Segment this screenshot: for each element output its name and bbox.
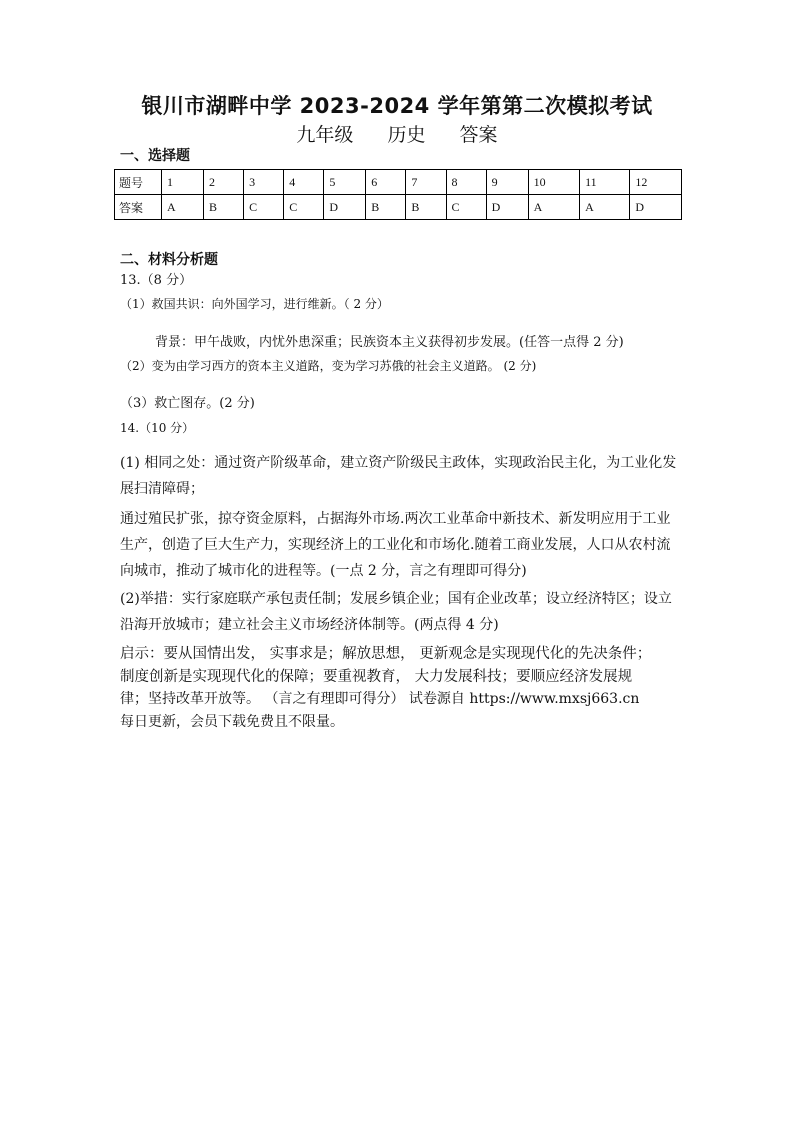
table-row-label: 答案: [115, 195, 162, 220]
q14-line: 沿海开放城市；建立社会主义市场经济体制等。(两点得 4 分): [120, 617, 499, 633]
section-heading-choice: 一、选择题: [120, 148, 190, 164]
q14-line: 展扫清障碍；: [120, 481, 204, 497]
table-row-label: 题号: [115, 170, 162, 195]
q14-line: (2)举措：实行家庭联产承包责任制；发展乡镇企业；国有企业改革；设立经济特区；设立: [120, 591, 672, 607]
table-cell: A: [528, 195, 580, 220]
table-cell: D: [486, 195, 528, 220]
q14-line: 通过殖民扩张，掠夺资金原料，占据海外市场.两次工业革命中新技术、新发明应用于工业: [120, 511, 671, 527]
table-cell: 12: [630, 170, 682, 195]
q14-line: 启示：要从国情出发， 实事求是；解放思想， 更新观念是实现现代化的先决条件；: [120, 646, 652, 662]
table-cell: 11: [580, 170, 630, 195]
table-cell: 4: [284, 170, 324, 195]
table-row-answers: [115, 195, 682, 220]
table-cell: 10: [528, 170, 580, 195]
table-cell: 8: [446, 170, 486, 195]
q14-line: 每日更新，会员下载免费且不限量。: [120, 714, 344, 730]
table-cell: D: [630, 195, 682, 220]
table-cell: A: [580, 195, 630, 220]
section-heading-analysis: 二、材料分析题: [120, 252, 218, 268]
table-cell: B: [366, 195, 406, 220]
document-subtitle: [0, 120, 794, 147]
table-cell: A: [162, 195, 204, 220]
q14-line: 制度创新是实现现代化的保障；要重视教育， 大力发展科技；要顺应经济发展规: [120, 669, 633, 685]
subtitle-subject: 历史: [387, 124, 426, 146]
table-cell: C: [244, 195, 284, 220]
q13-answer-2: （2）变为由学习西方的资本主义道路，变为学习苏俄的社会主义道路。 (2 分): [120, 359, 537, 373]
table-cell: 1: [162, 170, 204, 195]
table-cell: B: [406, 195, 446, 220]
q13-answer-1: （1）救国共识：向外国学习，进行维新。（ 2 分）: [120, 297, 389, 311]
document-title: 银川市湖畔中学 2023-2024 学年第第二次模拟考试: [141, 94, 653, 118]
q14-line: 律；坚持改革开放等。 （言之有理即可得分） 试卷源自 https://www.mxsj663.cn: [120, 691, 640, 707]
question-13-label: 13.（8 分）: [120, 273, 193, 288]
answer-table: [114, 169, 682, 220]
table-cell: D: [324, 195, 366, 220]
subtitle-answer: 答案: [459, 124, 498, 146]
table-cell: B: [203, 195, 243, 220]
q13-background: 背景：甲午战败，内忧外患深重；民族资本主义获得初步发展。(任答一点得 2 分): [155, 335, 624, 350]
table-cell: 9: [486, 170, 528, 195]
table-cell: 3: [244, 170, 284, 195]
q13-answer-3: （3）救亡图存。(2 分): [120, 396, 255, 411]
q14-line: 向城市，推动了城市化的进程等。(一点 2 分，言之有理即可得分): [120, 563, 527, 579]
q14-line: (1) 相同之处：通过资产阶级革命，建立资产阶级民主政体，实现政治民主化，为工业化发: [120, 455, 677, 471]
table-cell: 6: [366, 170, 406, 195]
subtitle-grade: 九年级: [296, 124, 354, 146]
table-cell: C: [284, 195, 324, 220]
table-cell: 5: [324, 170, 366, 195]
q14-line: 生产，创造了巨大生产力，实现经济上的工业化和市场化.随着工商业发展，人口从农村流: [120, 537, 671, 553]
table-cell: C: [446, 195, 486, 220]
table-row-numbers: [115, 170, 682, 195]
question-14-label: 14.（10 分）: [120, 421, 195, 435]
table-cell: 2: [203, 170, 243, 195]
table-cell: 7: [406, 170, 446, 195]
